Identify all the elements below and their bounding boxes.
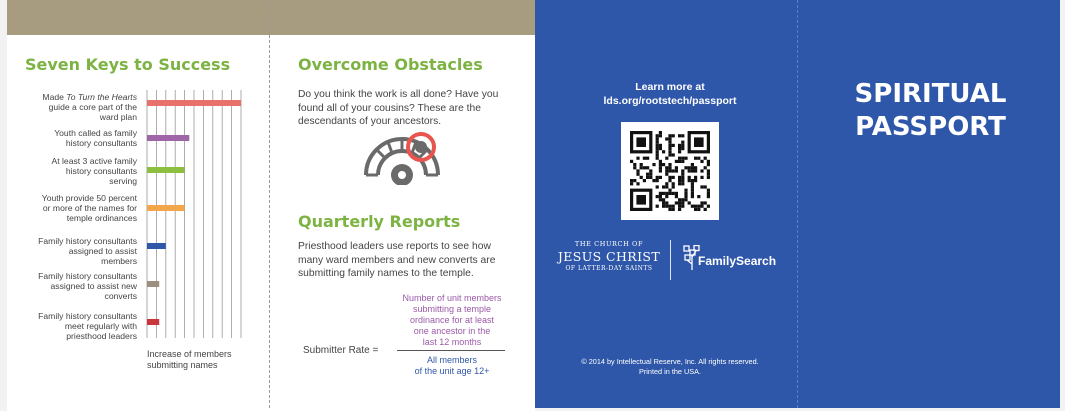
numerator-line: one ancestor in the (413, 326, 491, 336)
reports-text (298, 240, 523, 281)
copyright-text (555, 357, 785, 377)
numerator-line: submitting a temple (412, 304, 492, 314)
quarterly-reports-heading: Quarterly Reports (298, 212, 461, 231)
title-line: PASSPORT (855, 112, 1006, 142)
denominator-line: All members (426, 355, 477, 365)
obstacles-line: found all of your cousins? These are the (298, 102, 481, 114)
reports-line: Priesthood leaders use reports to see how (298, 241, 491, 252)
chart-category-line: members (101, 256, 137, 266)
spiritual-passport-title (808, 78, 1053, 144)
church-logo-line1: THE CHURCH OF (574, 240, 644, 248)
chart-category-line: or more of the names for (42, 203, 137, 213)
chart-category-line: assigned to assist (68, 246, 137, 256)
chart-category-line: history consultants (65, 166, 137, 176)
x-axis-label-line: Increase of members (147, 349, 232, 359)
chart-x-axis-label (147, 349, 232, 371)
chart-category-line: Family history consultants (38, 236, 137, 246)
chart-category-label (42, 92, 137, 122)
chart-category-line: meet regularly with (64, 321, 137, 331)
chart-bar (147, 205, 185, 211)
church-logo-line3: OF LATTER-DAY SAINTS (565, 265, 653, 272)
logo-divider (670, 240, 671, 280)
chart-category-label (38, 311, 137, 341)
chart-category-line: Family history consultants (38, 311, 137, 321)
fraction-bar (397, 350, 505, 351)
chart-category-line: priesthood leaders (66, 331, 137, 341)
chart-bar (147, 100, 241, 106)
fan-chart-icon (360, 125, 445, 185)
chart-category-line: serving (109, 176, 137, 186)
formula-numerator (395, 293, 509, 348)
chart-category-line: history consultants (65, 138, 137, 148)
chart-bar (147, 135, 189, 141)
chart-category-label (54, 128, 137, 148)
obstacles-line: descendants of your ancestors. (298, 116, 442, 127)
qr-code-icon[interactable] (621, 122, 719, 220)
chart-category-label (38, 271, 137, 301)
chart-bar (147, 281, 159, 287)
numerator-line: Number of unit members (402, 293, 502, 303)
reports-line: many ward members and new converts are (298, 254, 496, 266)
submitter-rate-label: Submitter Rate = (303, 345, 379, 356)
obstacles-text (298, 88, 523, 129)
chart-category-line: Family history consultants (38, 271, 137, 281)
chart-bar (147, 243, 166, 249)
chart-category-label (38, 236, 137, 266)
x-axis-label-line: submitting names (147, 360, 218, 370)
chart-bar (147, 319, 159, 325)
chart-category-line: temple ordinances (66, 213, 137, 223)
chart-category-line: ward plan (99, 112, 137, 122)
qr-code-graphic (621, 122, 719, 220)
obstacles-line: Do you think the work is all done? Have you (298, 89, 499, 100)
denominator-line: of the unit age 12+ (414, 366, 490, 376)
chart-category-label (52, 156, 138, 186)
reports-line: submitting family names to the temple. (298, 268, 474, 279)
chart-category-line: assigned to assist new (50, 281, 137, 291)
seven-keys-heading: Seven Keys to Success (25, 55, 231, 74)
chart-category-line: guide a core part of the (48, 102, 137, 112)
numerator-line: last 12 months (422, 337, 482, 347)
learn-more-url[interactable]: lds.org/rootstech/passport (603, 95, 737, 107)
chart-category-line: converts (104, 291, 137, 301)
chart-category-line: Youth called as family (54, 128, 137, 138)
title-line: SPIRITUAL (854, 79, 1007, 109)
chart-category-line: Made To Turn the Hearts (42, 92, 137, 102)
chart-category-line: Youth provide 50 percent (41, 193, 137, 203)
obstacles-heading: Overcome Obstacles (298, 55, 483, 74)
chart-category-label (42, 193, 137, 223)
formula-denominator (395, 355, 509, 377)
copyright-line: © 2014 by Intellectual Reserve, Inc. All rights reserved. (581, 357, 759, 366)
copyright-line: Printed in the USA. (638, 367, 702, 376)
numerator-line: ordinance for at least (409, 315, 495, 325)
chart-bar (147, 167, 185, 173)
chart-category-line: At least 3 active family (51, 156, 137, 166)
learn-more-text (575, 80, 765, 108)
church-logo-line2: JESUS CHRIST (557, 249, 661, 264)
familysearch-label: FamilySearch (698, 254, 777, 268)
learn-more-line: Learn more at (635, 81, 705, 93)
